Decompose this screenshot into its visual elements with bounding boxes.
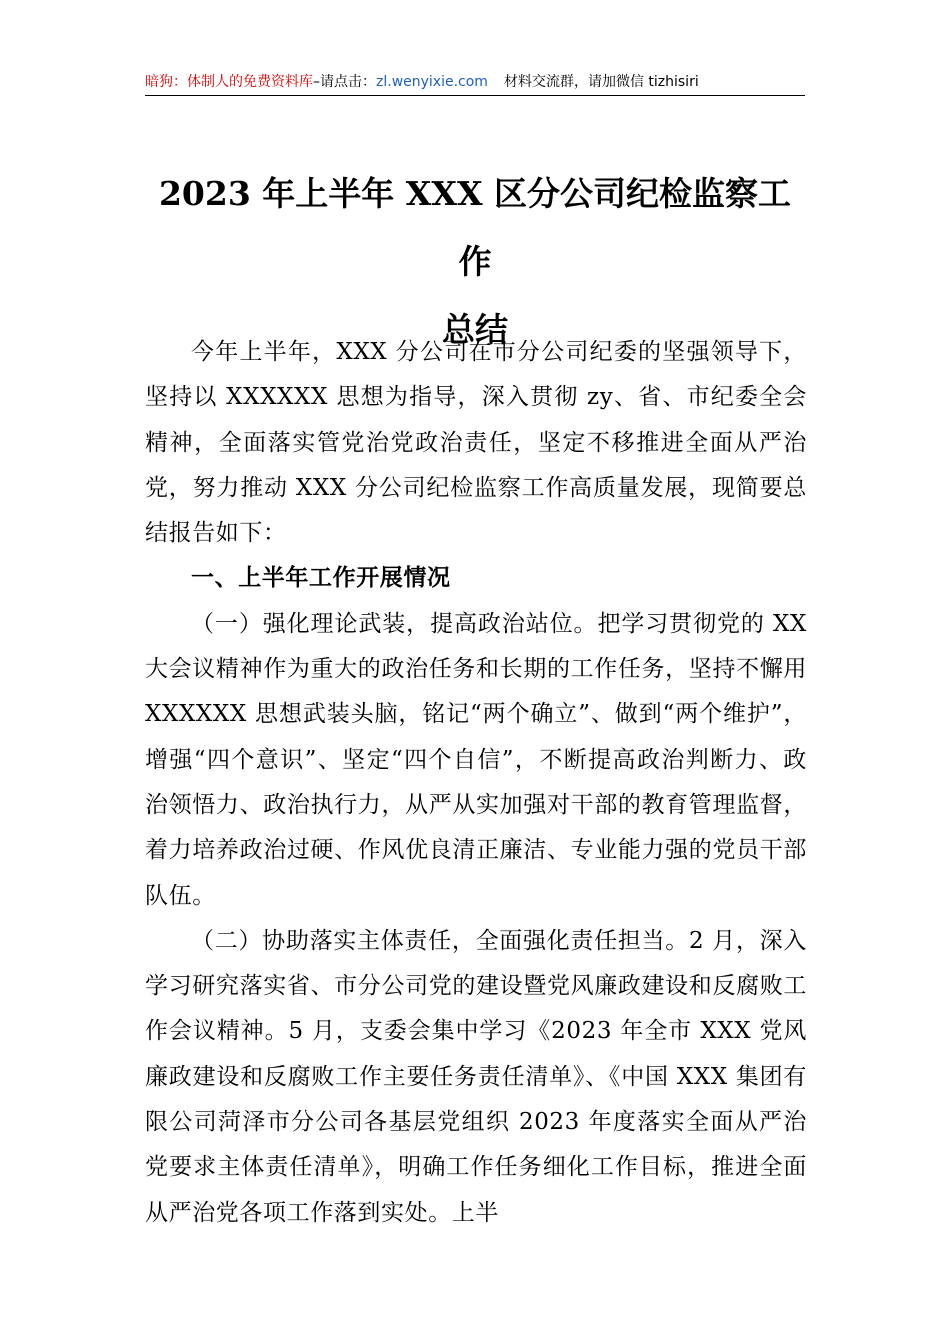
intro-paragraph: 今年上半年，XXX 分公司在市分公司纪委的坚强领导下，坚持以 XXXXXX 思想为指导，深入贯彻 zy、省、市纪委全会精神，全面落实管党治党政治责任，坚定不移推进全面从严治党，努力推动 XXX 分公司纪检监察工作高质量发展，现简要总结报告如下： [145,339,807,547]
document-body [145,330,807,1236]
header-link[interactable]: zl.wenyixie.com [376,74,488,90]
header-click-prompt: –请点击： [313,74,376,90]
page-header [145,70,805,94]
paragraph-2: （二）协助落实主体责任，全面强化责任担当。2 月，深入学习研究落实省、市分公司党的建设暨党风廉政建设和反腐败工作会议精神。5 月，支委会集中学习《2023 年全市 XXX 党风廉政建设和反腐败工作主要任务责任清单》、《中国 XXX 集团有限公司菏泽市分公司各基层党组织 2023 年度落实全面从严治党要求主体责任清单》，明确工作任务细化工作目标，推进全面从严治党各项工作落到实处。上半 [145,927,807,1226]
title-line-1: 2023 年上半年 XXX 区分公司纪检监察工作 [158,174,792,281]
header-divider [145,95,805,96]
paragraph-1: （一）强化理论武装，提高政治站位。把学习贯彻党的 XX 大会议精神作为重大的政治任务和长期的工作任务，坚持不懈用 XXXXXX 思想武装头脑，铭记“两个确立”、做到“两个维护”，增强“四个意识”、坚定“四个自信”，不断提高政治判断力、政治领悟力、政治执行力，从严从实加强对干部的教育管理监督，着力培养政治过硬、作风优良清正廉洁、专业能力强的党员干部队伍。 [145,610,807,909]
section-heading: 一、上半年工作开展情况 [191,565,451,592]
header-group-note: 材料交流群，请加微信 tizhisiri [503,74,699,90]
header-brand: 暗狗：体制人的免费资料库 [145,74,313,90]
title-line-2: 总结 [442,310,508,349]
